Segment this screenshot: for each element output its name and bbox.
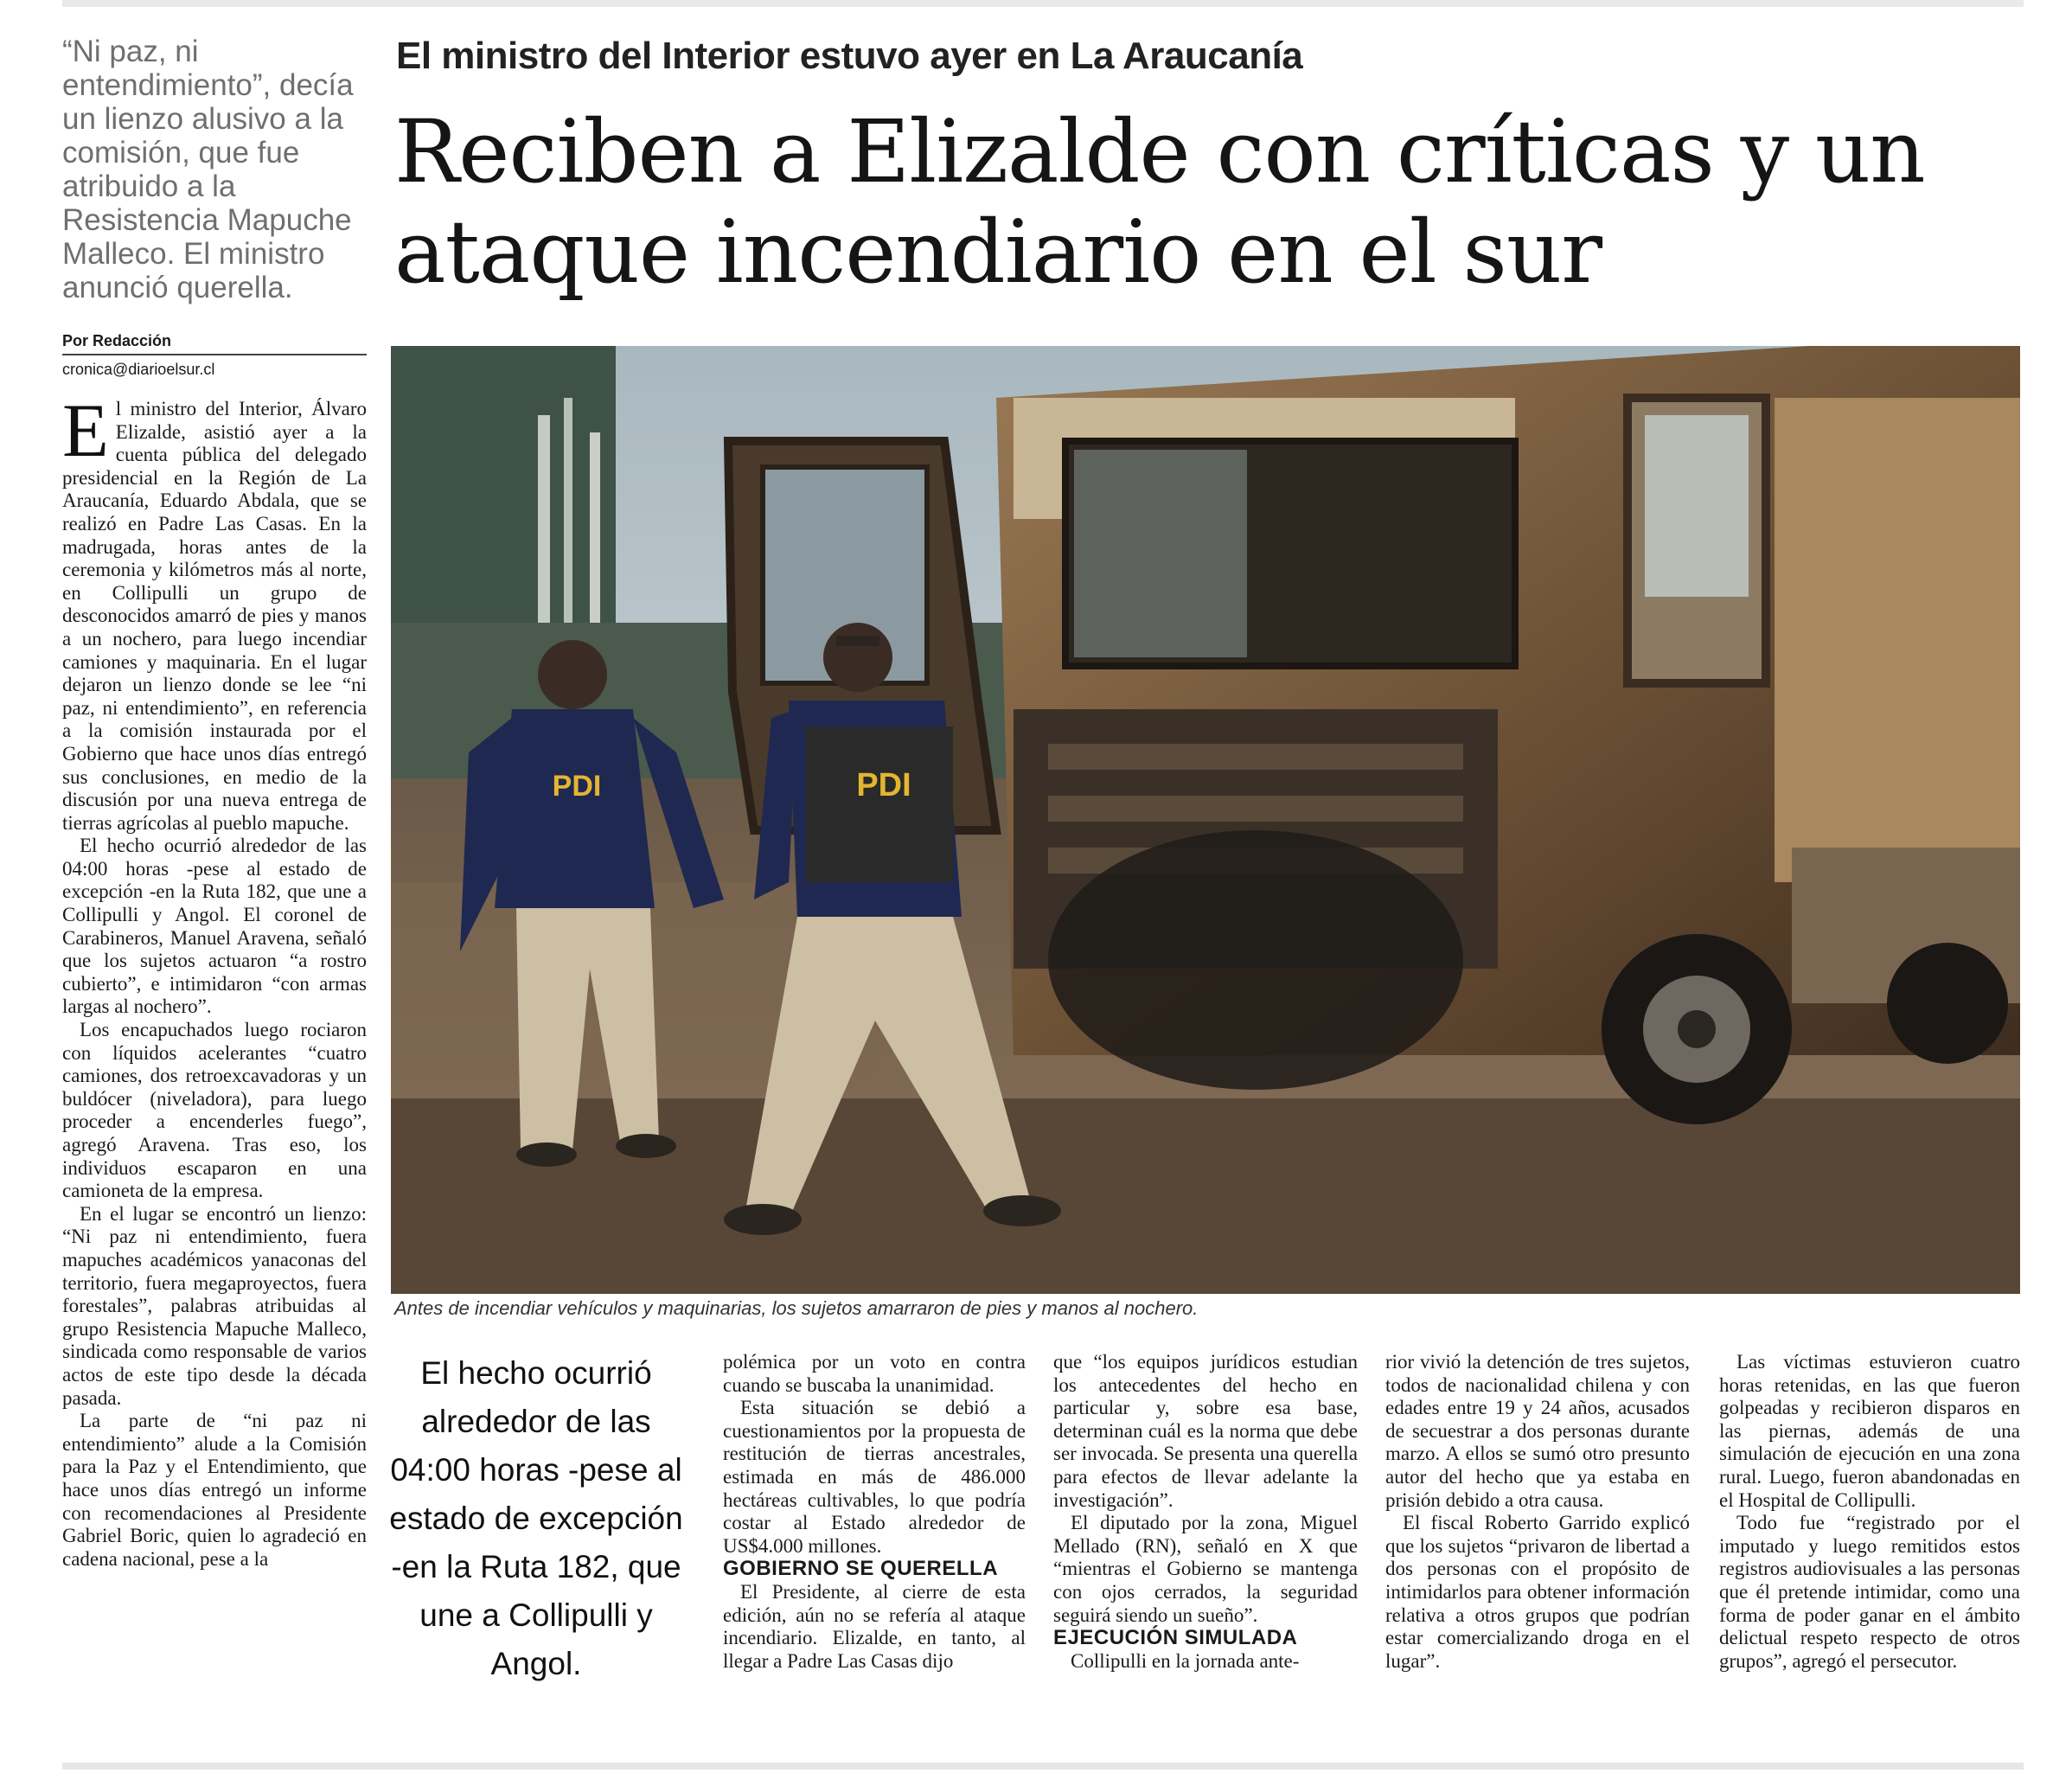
paragraph: Las víctimas estuvieron cuatro horas retenidas, en las que fueron golpeadas y recibieron disparos en las piernas, además de una simulación de ejecución en una zona rural. Luego, fueron abandonadas en el Hospital de Collipulli. [1719, 1351, 2020, 1511]
photo-caption: Antes de incendiar vehículos y maquinarias, los sujetos amarraron de pies y manos al nochero. [394, 1297, 1199, 1319]
paragraph: que “los equipos jurídicos estudian los antecedentes del hecho en particular y, sobre esa base, determinan cuál es la norma que debe ser invocada. Se presenta una querella para efectos de llevar adelante la investigación”. [1053, 1351, 1358, 1511]
article-column-2 [723, 1351, 1026, 1673]
news-photo [391, 346, 2020, 1294]
article-column-5 [1719, 1351, 2020, 1673]
sidebar-quote: “Ni paz, ni entendimiento”, decía un lienzo alusivo a la comisión, que fue atribuido a la Resistencia Mapuche Malleco. El ministro anunció querella. [62, 35, 354, 304]
article-column-3 [1053, 1351, 1358, 1673]
bottom-rule [62, 1763, 2024, 1770]
kicker: El ministro del Interior estuvo ayer en La Araucanía [396, 35, 1303, 77]
paragraph: Esta situación se debió a cuestionamientos por la propuesta de restitución de tierras ancestrales, estimada en más de 486.000 hectáreas cultivables, lo que podría costar al Estado alrededor de US$4.000 millones. [723, 1397, 1026, 1557]
subhead: EJECUCIÓN SIMULADA [1053, 1626, 1298, 1650]
paragraph: Collipulli en la jornada ante- [1071, 1649, 1300, 1672]
paragraph-text: l ministro del Interior, Álvaro Elizalde, asistió ayer a la cuenta pública del delegado presidencial en la Región de La Araucanía, Eduardo Abdala, que se realizó en Padre Las Casas. En la madrugada, horas antes de la ceremonia y kilómetros más al norte, en Collipulli un grupo de desconocidos amarró de pies y manos a un nochero, para luego incendiar camiones y maquinaria. En el lugar dejaron un lienzo donde se lee “ni paz, ni entendimiento”, en referencia a la comisión instaurada por el Gobierno que hace unos días entregó sus conclusiones, en medio de la discusión por una nueva entrega de tierras agrícolas al pueblo mapuche. [62, 398, 367, 834]
paragraph: Los encapuchados luego rociaron con líquidos acelerantes “cuatro camiones, dos retroexcavadoras y un buldócer (niveladora), para luego proceder a encenderles fuego”, agregó Aravena. Tras eso, los individuos escaparon en una camioneta de la empresa. [62, 1019, 367, 1202]
pdi-badge-text: PDI [856, 767, 911, 803]
paragraph: Todo fue “registrado por el imputado y luego remitidos estos registros audiovisuales a las personas que él pretende intimidar, como una forma de poder ganar en el ámbito delictual respeto respecto de otros grupos”, agregó el persecutor. [1719, 1512, 2020, 1672]
paragraph: polémica por un voto en contra cuando se buscaba la unanimidad. [723, 1351, 1026, 1396]
paragraph: El diputado por la zona, Miguel Mellado (RN), señaló en X que “mientras el Gobierno se mantenga con ojos cerrados, la seguridad seguirá siendo un sueño”. [1053, 1512, 1358, 1626]
paragraph: El hecho ocurrió alrededor de las 04:00 horas -pese al estado de excepción -en la Ruta 182, que une a Collipulli y Angol. El coronel de Carabineros, Manuel Aravena, señaló que los sujetos actuaron “a rostro cubierto”, e intimidaron “con armas largas al nochero”. [62, 835, 367, 1018]
byline-email: cronica@diarioelsur.cl [62, 361, 215, 378]
top-rule [62, 0, 2024, 7]
paragraph: rior vivió la detención de tres sujetos, todos de nacionalidad chilena y con edades entre 19 y 24 años, acusados de secuestrar a dos personas durante marzo. A ellos se sumó otro presunto autor del hecho que ya estaba en prisión debido a otra causa. [1385, 1351, 1690, 1511]
burned-truck-photo [391, 346, 2020, 1294]
paragraph: En el lugar se encontró un lienzo: “Ni paz ni entendimiento, fuera mapuches académicos yanaconas del territorio, fuera megaproyectos, fuera forestales”, palabras atribuidas al grupo Resistencia Mapuche Malleco, sindicada como responsable de varios actos de este tipo desde la década pasada. [62, 1202, 367, 1409]
pull-quote: El hecho ocurrió alrededor de las 04:00 horas -pese al estado de excepción -en la Ruta 182, que une a Collipulli y Angol. [389, 1355, 683, 1681]
byline [62, 332, 367, 379]
paragraph: El fiscal Roberto Garrido explicó que los sujetos “privaron de libertad a dos personas con el propósito de intimidarlos para obtener información relativa a otros grupos que podrían estar comercializando droga en el lugar”. [1385, 1512, 1690, 1672]
pdi-vest-text: PDI [552, 770, 602, 803]
byline-author: Por Redacción [62, 332, 367, 355]
paragraph: La parte de “ni paz ni entendimiento” alude a la Comisión para la Paz y el Entendimiento, que hace unos días entregó un informe con recomendaciones al Presidente Gabriel Boric, quien lo agradeció en cadena nacional, pese a la [62, 1410, 367, 1570]
article-column-4 [1385, 1351, 1690, 1673]
article-column-1 [62, 389, 367, 1571]
headline: Reciben a Elizalde con críticas y un ataque incendiario en el sur [394, 101, 1925, 303]
subhead: GOBIERNO SE QUERELLA [723, 1557, 999, 1581]
paragraph [62, 389, 367, 835]
drop-cap: E [62, 389, 109, 473]
paragraph: El Presidente, al cierre de esta edición, aún no se refería al ataque incendiario. Elizalde, en tanto, al llegar a Padre Las Casas dijo [723, 1580, 1026, 1672]
